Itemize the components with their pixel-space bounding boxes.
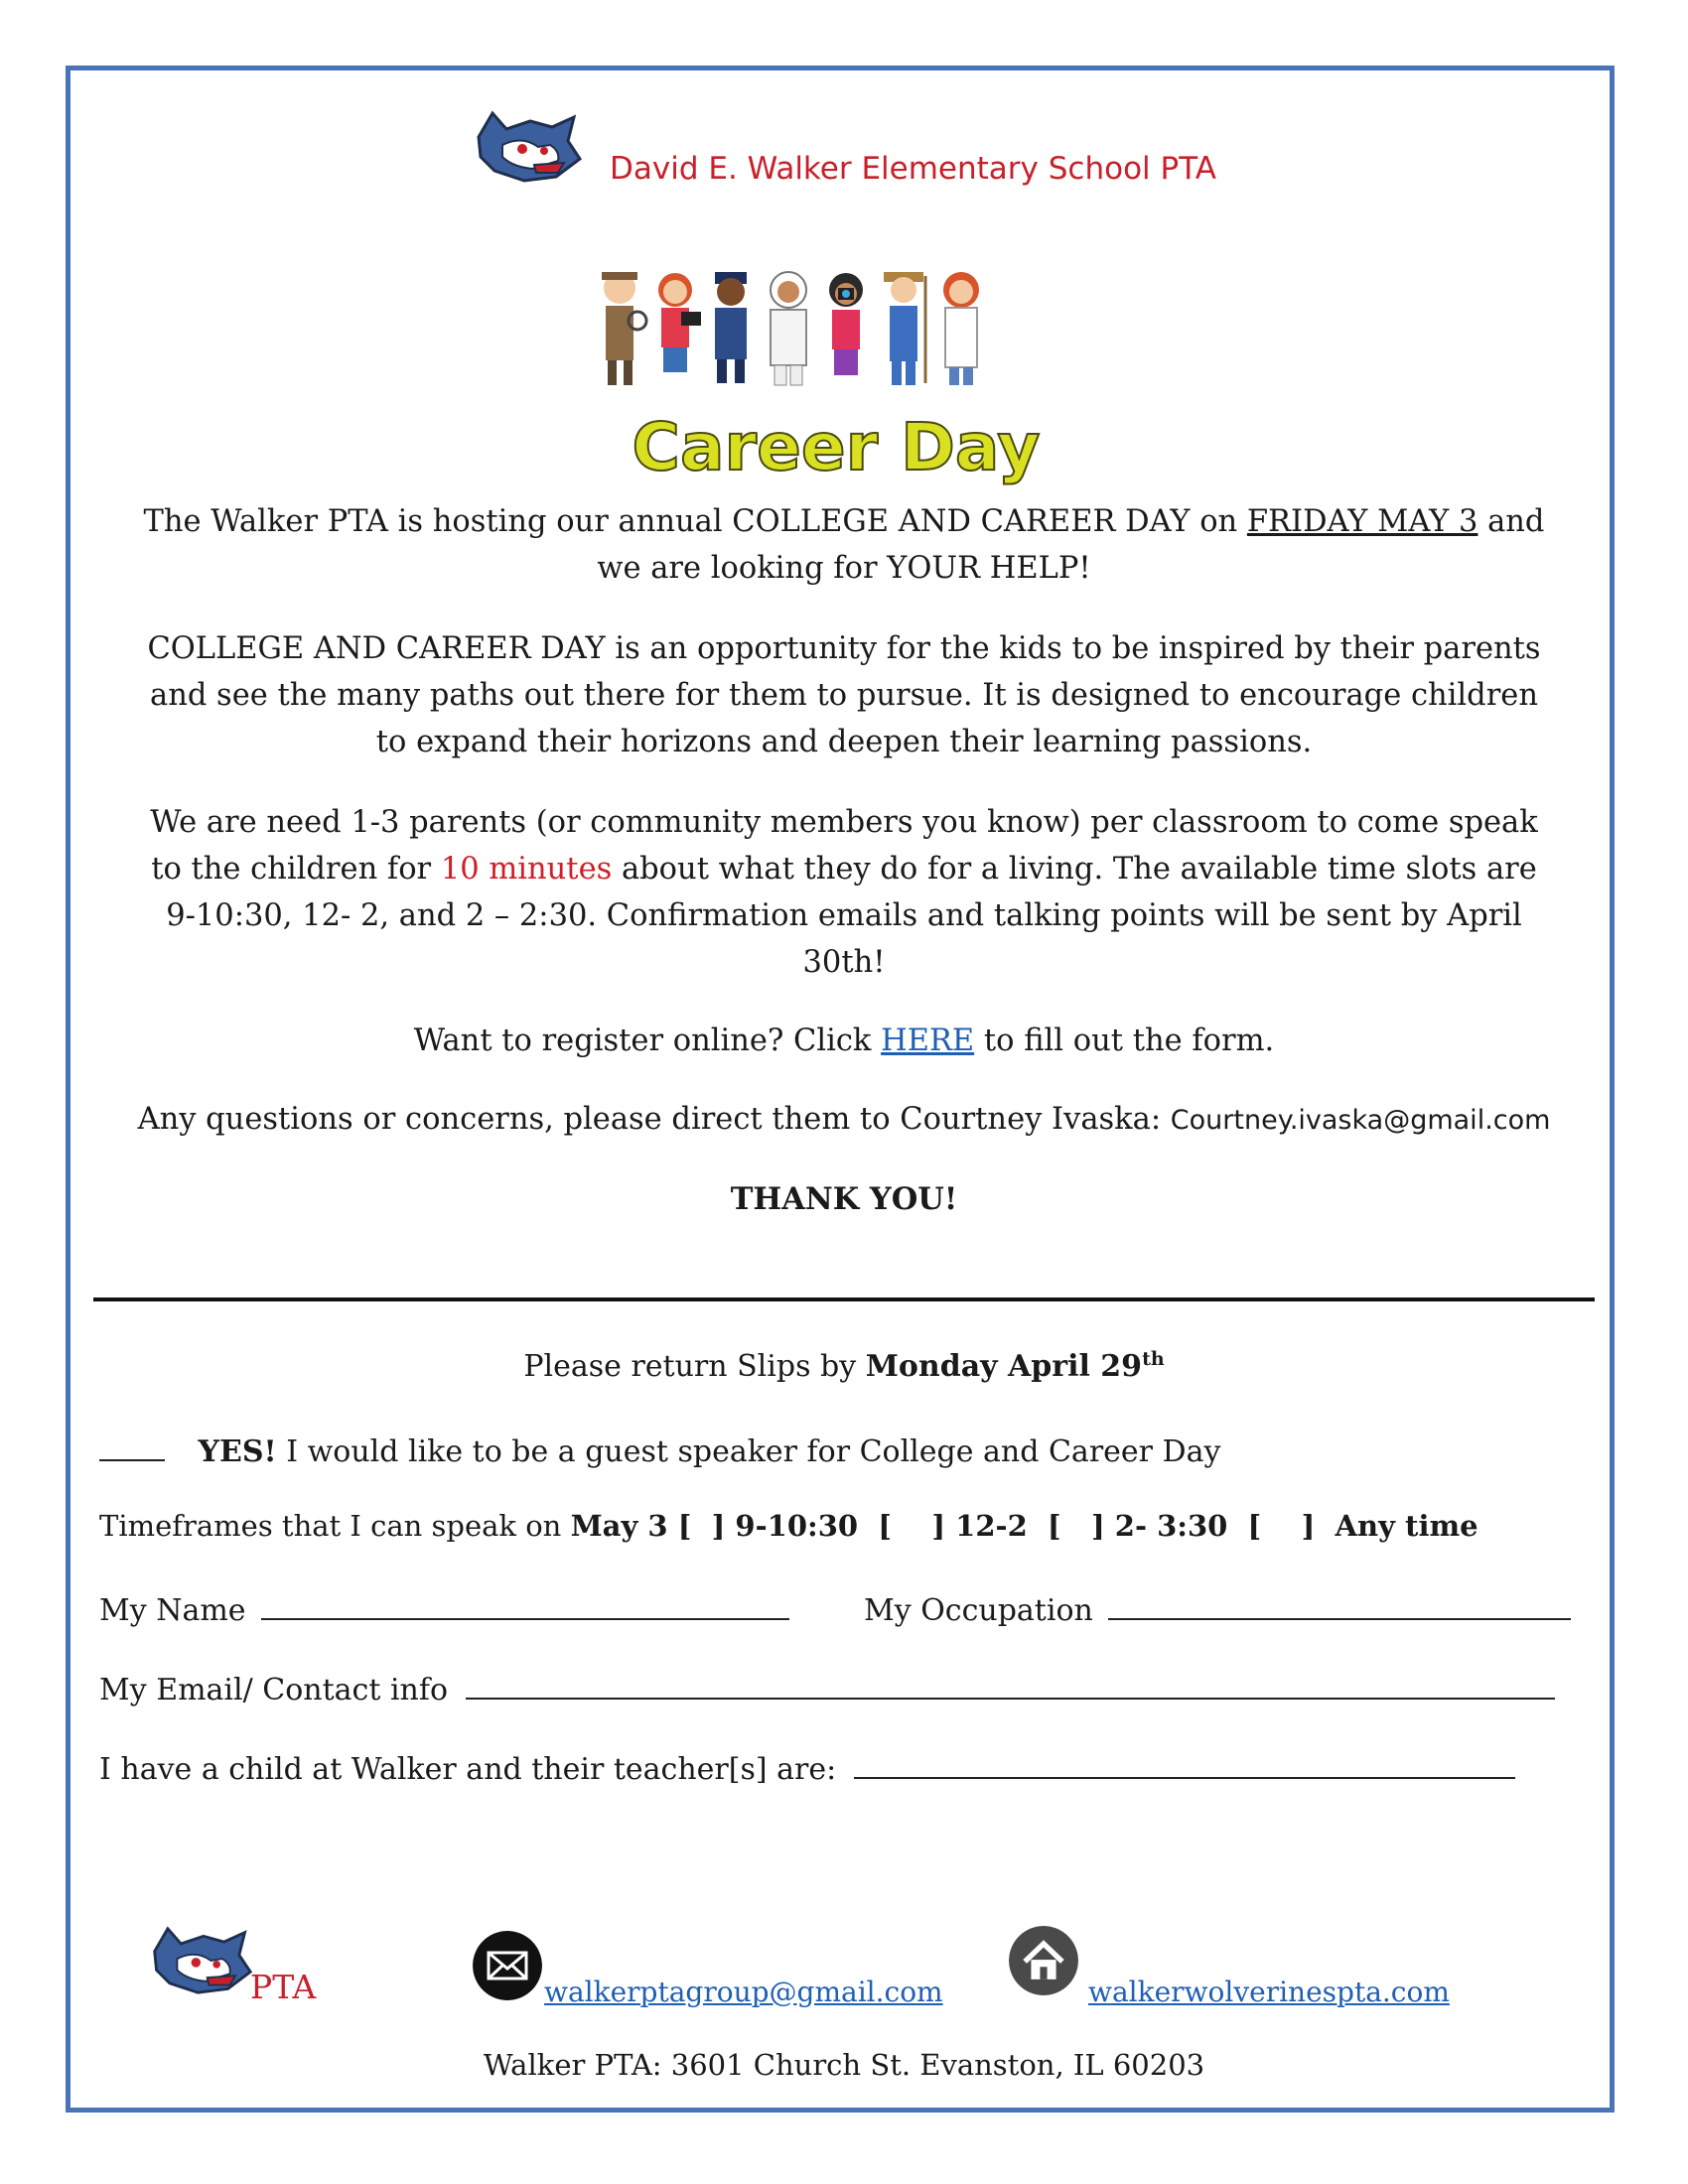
child-label: I have a child at Walker and their teacher[s] are: bbox=[99, 1752, 837, 1787]
register-text: Want to register online? Click bbox=[413, 1024, 882, 1058]
return-date: Monday April 29 bbox=[865, 1349, 1143, 1384]
register-link[interactable]: HERE bbox=[881, 1024, 975, 1058]
about-paragraph bbox=[0, 625, 1688, 765]
register-text-end: to fill out the form. bbox=[974, 1024, 1275, 1058]
banner-title: Career Day bbox=[632, 409, 1041, 485]
about-line-2: and see the many paths out there for them to pursue. It is designed to encourage children bbox=[150, 678, 1538, 713]
return-text: Please return Slips by bbox=[523, 1349, 866, 1384]
career-day-banner bbox=[588, 266, 1084, 494]
teacher-field[interactable] bbox=[854, 1747, 1515, 1779]
yes-text: I would like to be a guest speaker for College and Career Day bbox=[276, 1434, 1221, 1469]
contact-email[interactable]: Courtney.ivaska@gmail.com bbox=[1170, 1105, 1551, 1136]
event-date: FRIDAY MAY 3 bbox=[1246, 504, 1478, 539]
need-line-2a: to the children for bbox=[151, 852, 441, 887]
about-line-3: to expand their horizons and deepen their learning passions. bbox=[375, 725, 1313, 759]
wolverine-logo bbox=[473, 107, 584, 187]
return-date-suffix: th bbox=[1142, 1348, 1165, 1370]
divider bbox=[93, 1297, 1595, 1301]
intro-text: The Walker PTA is hosting our annual COLLEGE AND CAREER DAY on bbox=[143, 504, 1247, 539]
name-label: My Name bbox=[99, 1593, 246, 1628]
email-field[interactable] bbox=[466, 1668, 1555, 1700]
about-line-1: COLLEGE AND CAREER DAY is an opportunity for the kids to be inspired by their parents bbox=[147, 631, 1541, 666]
questions-line bbox=[0, 1096, 1688, 1144]
pta-email-link[interactable]: walkerptagroup@gmail.com bbox=[544, 1976, 943, 2008]
children-illustration bbox=[602, 272, 979, 385]
timeframes-row bbox=[99, 1509, 1478, 1543]
yes-row bbox=[99, 1430, 1220, 1469]
email-row bbox=[99, 1668, 1555, 1707]
occupation-row bbox=[864, 1588, 1571, 1628]
need-line-1: We are need 1-3 parents (or community members you know) per classroom to come speak bbox=[150, 805, 1538, 840]
thank-you: THANK YOU! bbox=[730, 1181, 958, 1217]
school-name: David E. Walker Elementary School PTA bbox=[610, 151, 1216, 187]
name-row bbox=[99, 1588, 789, 1628]
intro-paragraph bbox=[0, 498, 1688, 592]
pta-website-link[interactable]: walkerwolverinespta.com bbox=[1088, 1976, 1450, 2008]
register-line bbox=[0, 1018, 1688, 1064]
intro-text-end: and bbox=[1477, 504, 1545, 539]
wolverine-logo-footer bbox=[149, 1921, 254, 2000]
yes-word: YES! bbox=[198, 1434, 277, 1469]
child-row bbox=[99, 1747, 1515, 1787]
need-paragraph bbox=[0, 799, 1688, 986]
pta-label: PTA bbox=[250, 1968, 317, 2006]
return-deadline bbox=[0, 1348, 1688, 1384]
name-field[interactable] bbox=[261, 1588, 789, 1620]
home-icon bbox=[1009, 1926, 1078, 1995]
occupation-label: My Occupation bbox=[864, 1593, 1093, 1628]
email-label: My Email/ Contact info bbox=[99, 1673, 449, 1707]
timeframes-label: Timeframes that I can speak on bbox=[99, 1509, 571, 1543]
duration-highlight: 10 minutes bbox=[440, 852, 613, 887]
timeframes-options[interactable]: May 3 [ ] 9-10:30 [ ] 12-2 [ ] 2- 3:30 [ ] Any time bbox=[570, 1509, 1478, 1543]
questions-text: Any questions or concerns, please direct them to Courtney Ivaska: bbox=[137, 1102, 1171, 1137]
pta-address: Walker PTA: 3601 Church St. Evanston, IL 60203 bbox=[483, 2048, 1205, 2082]
occupation-field[interactable] bbox=[1108, 1588, 1571, 1620]
intro-line-2: we are looking for YOUR HELP! bbox=[597, 551, 1091, 586]
need-line-2b: about what they do for a living. The available time slots are bbox=[612, 852, 1537, 887]
need-line-3: 9-10:30, 12- 2, and 2 – 2:30. Confirmation emails and talking points will be sent by April bbox=[166, 898, 1522, 933]
need-line-4: 30th! bbox=[802, 945, 886, 980]
yes-checkbox-blank[interactable] bbox=[99, 1430, 165, 1461]
envelope-icon bbox=[473, 1931, 542, 2000]
